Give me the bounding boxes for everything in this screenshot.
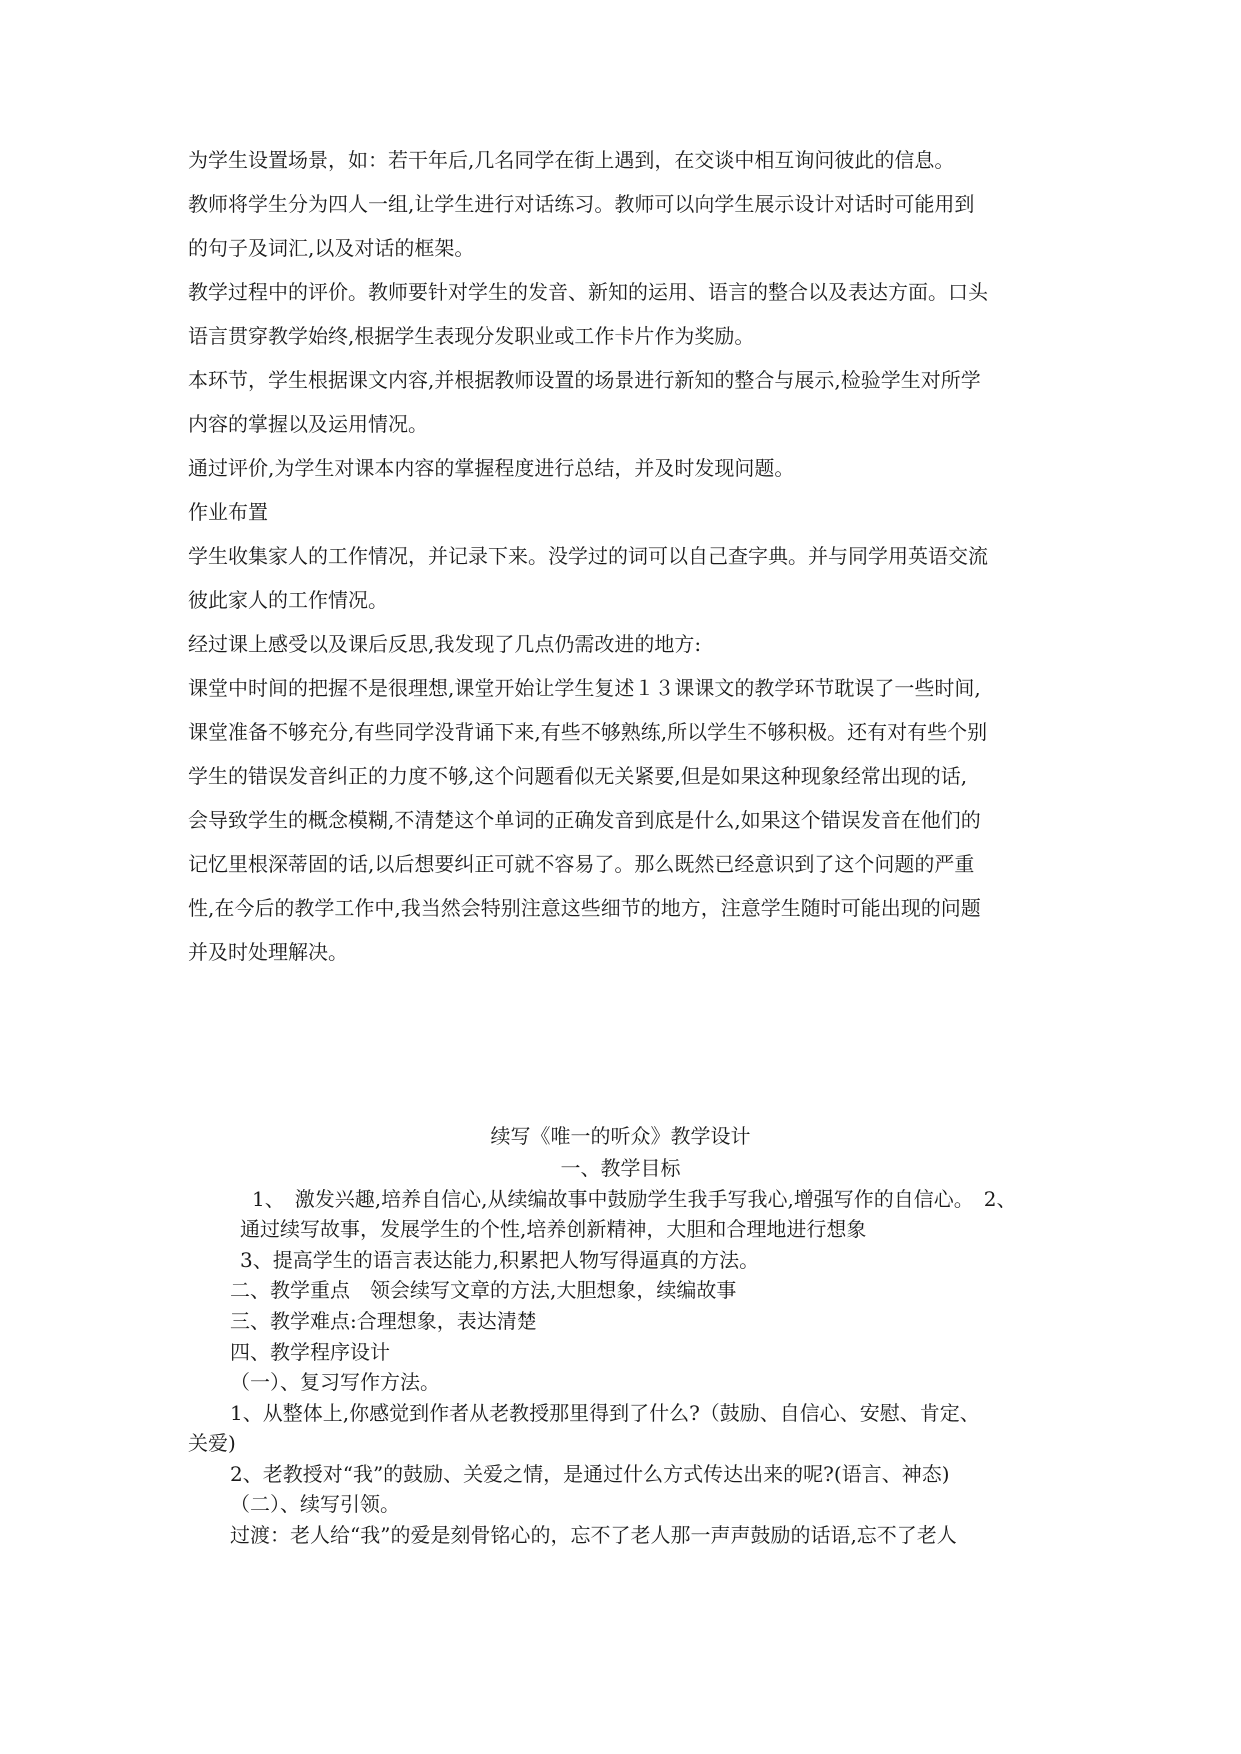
section-heading-homework: 作业布置 — [188, 500, 268, 524]
subsection-heading-review: （一）、复习写作方法。 — [230, 1370, 440, 1394]
text-line: 课堂准备不够充分,有些同学没背诵下来,有些不够熟练,所以学生不够积极。还有对有些个别 — [188, 720, 988, 744]
section-heading-difficulties: 三、教学难点:合理想象，表达清楚 — [230, 1309, 537, 1333]
text-line: 会导致学生的概念模糊,不清楚这个单词的正确发音到底是什么,如果这个错误发音在他们的 — [188, 808, 981, 832]
question-2: 2、老教授对“我”的鼓励、关爱之情，是通过什么方式传达出来的呢?(语言、神态) — [230, 1462, 950, 1486]
text-line: 彼此家人的工作情况。 — [188, 588, 388, 612]
text-line: 经过课上感受以及课后反思,我发现了几点仍需改进的地方: — [188, 632, 702, 656]
section-heading-goals: 一、教学目标 — [560, 1156, 681, 1180]
question-1: 1、从整体上,你感觉到作者从老教授那里得到了什么?（鼓励、自信心、安慰、肯定、 — [230, 1401, 980, 1425]
text-line: 内容的掌握以及运用情况。 — [188, 412, 428, 436]
section-heading-procedure: 四、教学程序设计 — [230, 1340, 390, 1364]
goal-item-1: 1、 激发兴趣,培养自信心,从续编故事中鼓励学生我手写我心,增强写作的自信心。 2、 — [252, 1187, 1017, 1211]
subsection-heading-guidance: （二）、续写引领。 — [230, 1492, 400, 1516]
text-line: 教师将学生分为四人一组,让学生进行对话练习。教师可以向学生展示设计对话时可能用到 — [188, 192, 975, 216]
transition-text: 过渡：老人给“我”的爱是刻骨铭心的，忘不了老人那一声声鼓励的话语,忘不了老人 — [230, 1523, 957, 1547]
text-line: 记忆里根深蒂固的话,以后想要纠正可就不容易了。那么既然已经意识到了这个问题的严重 — [188, 852, 975, 876]
text-line: 并及时处理解决。 — [188, 940, 348, 964]
text-line: 学生的错误发音纠正的力度不够,这个问题看似无关紧要,但是如果这种现象经常出现的话, — [188, 764, 968, 788]
text-line: 本环节，学生根据课文内容,并根据教师设置的场景进行新知的整合与展示,检验学生对所学 — [188, 368, 981, 392]
text-line: 为学生设置场景，如：若干年后,几名同学在街上遇到，在交谈中相互询问彼此的信息。 — [188, 148, 955, 172]
goal-item-2: 通过续写故事，发展学生的个性,培养创新精神，大胆和合理地进行想象 — [240, 1217, 867, 1241]
text-line: 语言贯穿教学始终,根据学生表现分发职业或工作卡片作为奖励。 — [188, 324, 755, 348]
text-line: 课堂中时间的把握不是很理想,课堂开始让学生复述１３课课文的教学环节耽误了一些时间, — [188, 676, 981, 700]
text-line: 教学过程中的评价。教师要针对学生的发音、新知的运用、语言的整合以及表达方面。口头 — [188, 280, 988, 304]
goal-item-3: 3、提高学生的语言表达能力,积累把人物写得逼真的方法。 — [240, 1248, 760, 1272]
text-line: 性,在今后的教学工作中,我当然会特别注意这些细节的地方，注意学生随时可能出现的问题 — [188, 896, 981, 920]
text-line: 的句子及词汇,以及对话的框架。 — [188, 236, 475, 260]
document-title: 续写《唯一的听众》教学设计 — [490, 1124, 751, 1148]
text-line: 学生收集家人的工作情况，并记录下来。没学过的词可以自己查字典。并与同学用英语交流 — [188, 544, 988, 568]
question-1-continued: 关爱) — [188, 1431, 236, 1455]
section-heading-key-points: 二、教学重点 领会续写文章的方法,大胆想象，续编故事 — [230, 1278, 737, 1302]
text-line: 通过评价,为学生对课本内容的掌握程度进行总结，并及时发现问题。 — [188, 456, 795, 480]
